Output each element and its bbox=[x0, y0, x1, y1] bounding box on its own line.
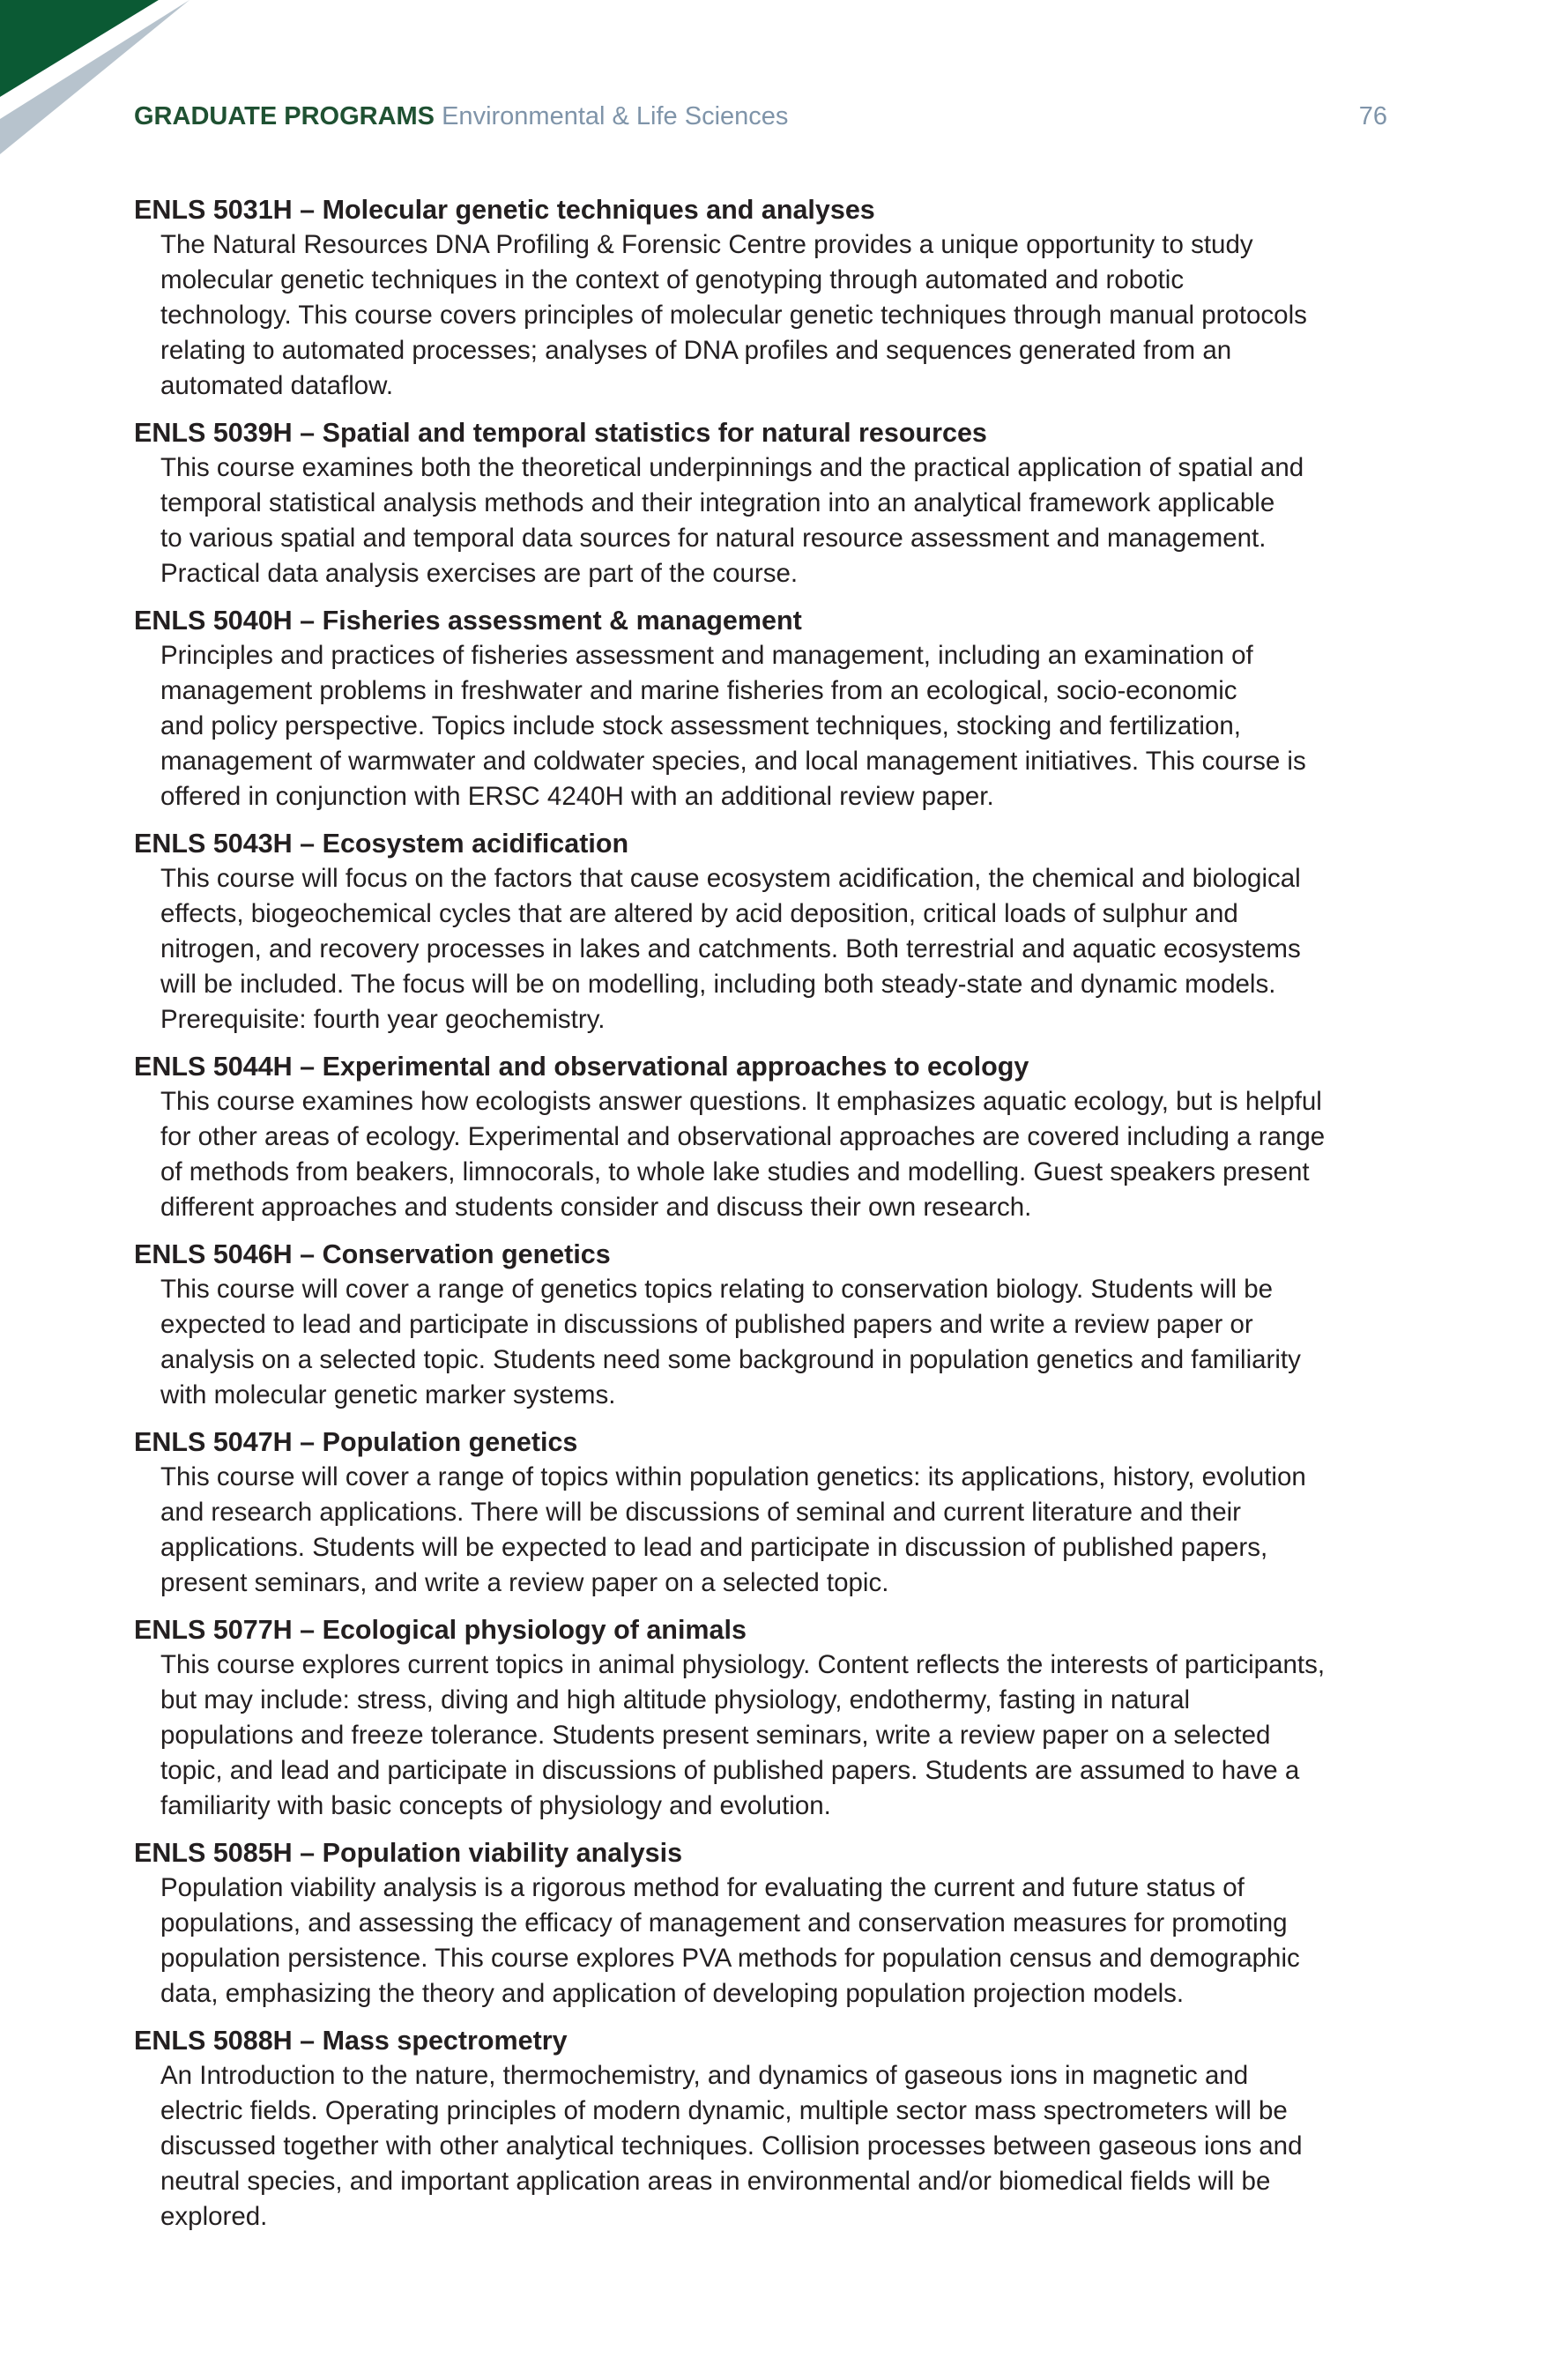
description-line: This course will focus on the factors that cause ecosystem acidification, the chemical and biological bbox=[160, 864, 1301, 893]
course-description bbox=[134, 1460, 1421, 1601]
course-description bbox=[134, 1084, 1421, 1225]
description-line: of methods from beakers, limnocorals, to whole lake studies and modelling. Guest speakers present bbox=[160, 1157, 1310, 1186]
description-line: The Natural Resources DNA Profiling & Forensic Centre provides a unique opportunity to study bbox=[160, 230, 1253, 259]
course-entry bbox=[134, 1612, 1421, 1824]
course-description bbox=[134, 450, 1421, 591]
description-line: management of warmwater and coldwater species, and local management initiatives. This course is bbox=[160, 747, 1306, 776]
course-description bbox=[134, 2058, 1421, 2235]
page-header bbox=[134, 99, 1387, 134]
course-title: ENLS 5040H – Fisheries assessment & management bbox=[134, 606, 802, 636]
description-line: population persistence. This course explores PVA methods for population census and demographic bbox=[160, 1944, 1300, 1973]
corner-decoration bbox=[0, 0, 247, 159]
course-title: ENLS 5031H – Molecular genetic techniques and analyses bbox=[134, 195, 875, 225]
description-line: present seminars, and write a review paper on a selected topic. bbox=[160, 1568, 889, 1597]
description-line: but may include: stress, diving and high altitude physiology, endothermy, fasting in natural bbox=[160, 1685, 1191, 1714]
description-line: offered in conjunction with ERSC 4240H with an additional review paper. bbox=[160, 782, 994, 811]
course-description bbox=[134, 1272, 1421, 1413]
description-line: for other areas of ecology. Experimental and observational approaches are covered including a range bbox=[160, 1122, 1326, 1151]
course-description bbox=[134, 861, 1421, 1038]
description-line: different approaches and students consider and discuss their own research. bbox=[160, 1193, 1032, 1222]
description-line: data, emphasizing the theory and application of developing population projection models. bbox=[160, 1979, 1185, 2008]
page-number: 76 bbox=[1358, 102, 1387, 130]
description-line: molecular genetic techniques in the context of genotyping through automated and robotic bbox=[160, 265, 1185, 294]
description-line: This course will cover a range of genetics topics relating to conservation biology. Students will be bbox=[160, 1275, 1274, 1304]
course-entry bbox=[134, 826, 1421, 1038]
description-line: populations, and assessing the efficacy of management and conservation measures for promoting bbox=[160, 1908, 1288, 1937]
description-line: familiarity with basic concepts of physiology and evolution. bbox=[160, 1791, 831, 1820]
description-line: This course examines both the theoretical underpinnings and the practical application of spatial and bbox=[160, 453, 1304, 482]
description-line: effects, biogeochemical cycles that are altered by acid deposition, critical loads of sulphur and bbox=[160, 899, 1238, 928]
course-title: ENLS 5043H – Ecosystem acidification bbox=[134, 829, 629, 859]
description-line: with molecular genetic marker systems. bbox=[160, 1380, 616, 1409]
description-line: relating to automated processes; analyses of DNA profiles and sequences generated from an bbox=[160, 336, 1232, 365]
description-line: neutral species, and important application areas in environmental and/or biomedical fields will be bbox=[160, 2167, 1271, 2196]
course-entry bbox=[134, 1424, 1421, 1601]
description-line: discussed together with other analytical techniques. Collision processes between gaseous ions and bbox=[160, 2131, 1303, 2161]
course-title: ENLS 5039H – Spatial and temporal statistics for natural resources bbox=[134, 418, 987, 448]
course-title: ENLS 5047H – Population genetics bbox=[134, 1427, 578, 1457]
course-entry bbox=[134, 192, 1421, 404]
description-line: This course examines how ecologists answer questions. It emphasizes aquatic ecology, but is helpful bbox=[160, 1087, 1322, 1116]
course-list bbox=[134, 192, 1421, 2246]
header-section: GRADUATE PROGRAMS bbox=[134, 102, 435, 130]
course-description bbox=[134, 1871, 1421, 2012]
description-line: expected to lead and participate in discussions of published papers and write a review paper or bbox=[160, 1310, 1253, 1339]
description-line: This course will cover a range of topics within population genetics: its applications, history, evolution bbox=[160, 1462, 1306, 1491]
header-subsection: Environmental & Life Sciences bbox=[442, 102, 789, 130]
course-entry bbox=[134, 1237, 1421, 1413]
course-title: ENLS 5046H – Conservation genetics bbox=[134, 1239, 611, 1269]
course-title: ENLS 5088H – Mass spectrometry bbox=[134, 2026, 568, 2056]
course-entry bbox=[134, 2023, 1421, 2235]
description-line: Prerequisite: fourth year geochemistry. bbox=[160, 1005, 606, 1034]
description-line: and policy perspective. Topics include stock assessment techniques, stocking and fertilization, bbox=[160, 711, 1241, 740]
description-line: nitrogen, and recovery processes in lakes and catchments. Both terrestrial and aquatic ecosystems bbox=[160, 934, 1301, 963]
description-line: Population viability analysis is a rigorous method for evaluating the current and future status of bbox=[160, 1873, 1245, 1902]
course-entry bbox=[134, 1835, 1421, 2012]
description-line: Practical data analysis exercises are part of the course. bbox=[160, 559, 799, 588]
course-entry bbox=[134, 1049, 1421, 1225]
course-title: ENLS 5077H – Ecological physiology of animals bbox=[134, 1615, 747, 1645]
description-line: Principles and practices of fisheries assessment and management, including an examination of bbox=[160, 641, 1253, 670]
description-line: This course explores current topics in animal physiology. Content reflects the interests of participants, bbox=[160, 1650, 1326, 1679]
description-line: topic, and lead and participate in discussions of published papers. Students are assumed to have a bbox=[160, 1756, 1300, 1785]
description-line: electric fields. Operating principles of modern dynamic, multiple sector mass spectrometers will be bbox=[160, 2096, 1288, 2125]
description-line: temporal statistical analysis methods and their integration into an analytical framework applicable bbox=[160, 488, 1275, 517]
description-line: will be included. The focus will be on modelling, including both steady-state and dynamic models. bbox=[160, 970, 1276, 999]
description-line: An Introduction to the nature, thermochemistry, and dynamics of gaseous ions in magnetic and bbox=[160, 2061, 1249, 2090]
description-line: populations and freeze tolerance. Students present seminars, write a review paper on a selected bbox=[160, 1721, 1271, 1750]
description-line: to various spatial and temporal data sources for natural resource assessment and management. bbox=[160, 524, 1267, 553]
description-line: management problems in freshwater and marine fisheries from an ecological, socio-economic bbox=[160, 676, 1237, 705]
course-description bbox=[134, 638, 1421, 814]
course-entry bbox=[134, 415, 1421, 591]
course-entry bbox=[134, 603, 1421, 814]
description-line: technology. This course covers principles of molecular genetic techniques through manual protocols bbox=[160, 301, 1307, 330]
description-line: automated dataflow. bbox=[160, 371, 394, 400]
description-line: analysis on a selected topic. Students need some background in population genetics and familiarity bbox=[160, 1345, 1301, 1374]
description-line: explored. bbox=[160, 2202, 268, 2231]
course-description bbox=[134, 227, 1421, 404]
course-title: ENLS 5085H – Population viability analysis bbox=[134, 1838, 683, 1868]
description-line: applications. Students will be expected to lead and participate in discussion of published papers, bbox=[160, 1533, 1268, 1562]
description-line: and research applications. There will be discussions of seminal and current literature and their bbox=[160, 1498, 1241, 1527]
course-title: ENLS 5044H – Experimental and observational approaches to ecology bbox=[134, 1052, 1029, 1082]
course-description bbox=[134, 1647, 1421, 1824]
